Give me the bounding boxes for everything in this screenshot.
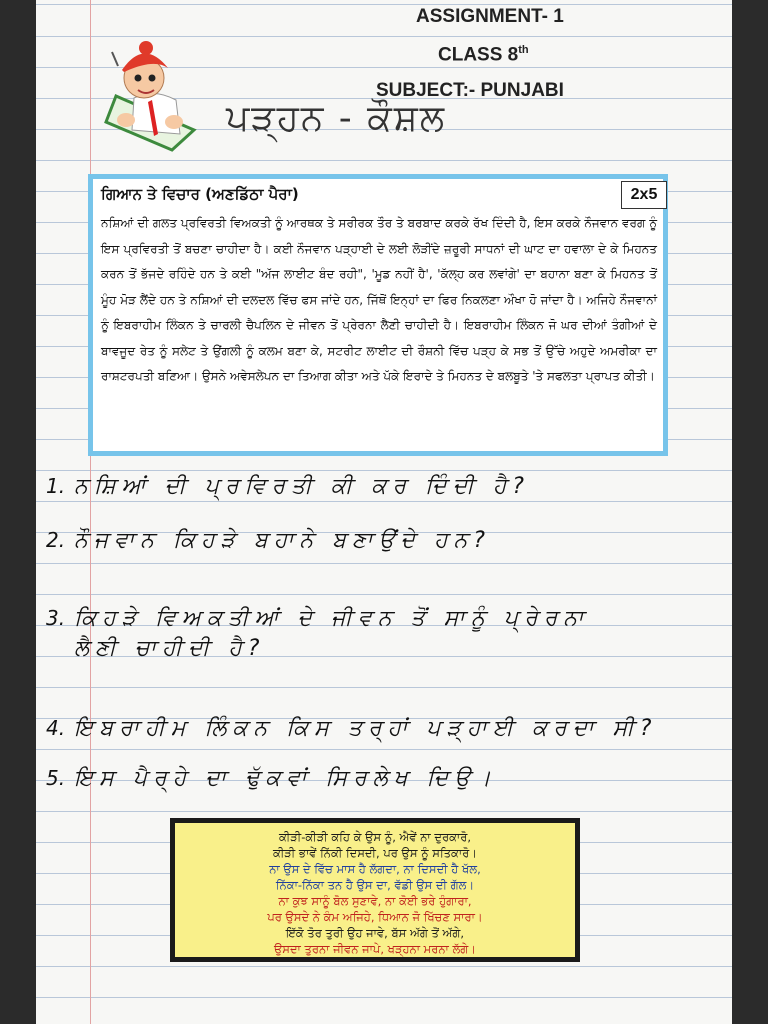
- question-text: ਲੈਣੀ ਚਾਹੀਦੀ ਹੈ?: [74, 636, 266, 661]
- question-5: [46, 766, 497, 791]
- poem-line: ਨਾ ਉਸ ਦੇ ਵਿੱਚ ਮਾਸ ਹੈ ਲੱਗਦਾ, ਨਾ ਦਿਸਦੀ ਹੈ ਖੱਲ,: [269, 862, 481, 876]
- question-text: ਕਿਹੜੇ ਵਿਅਕਤੀਆਂ ਦੇ ਜੀਵਨ ਤੋਂ ਸਾਨੂੰ ਪ੍ਰੇਰਨਾ: [74, 606, 590, 631]
- question-number: 1.: [46, 474, 66, 498]
- question-text: ਨਸ਼ਿਆਂ ਦੀ ਪ੍ਰਵਿਰਤੀ ਕੀ ਕਰ ਦਿੰਦੀ ਹੈ?: [74, 474, 530, 499]
- question-3: [46, 606, 589, 631]
- question-number: 3.: [46, 606, 66, 630]
- page-title: ਪੜ੍ਹਨ - ਕੌਸ਼ਲ: [226, 98, 447, 139]
- assignment-label: ASSIGNMENT- 1: [416, 6, 564, 27]
- question-number: 5.: [46, 766, 66, 790]
- notebook-page: [36, 0, 732, 1024]
- unseen-passage-box: [88, 174, 668, 456]
- class-text: CLASS 8: [438, 44, 519, 66]
- question-1: [46, 474, 530, 499]
- poem-line: ਕੀੜੀ-ਕੀੜੀ ਕਹਿ ਕੇ ਉਸ ਨੂੰ, ਐਵੇਂ ਨਾ ਦੁਰਕਾਰੋ,: [278, 830, 472, 844]
- poem-line: ਉਸਦਾ ਤੁਰਨਾ ਜੀਵਨ ਜਾਪੇ, ਖੜ੍ਹਨਾ ਮਰਨਾ ਲੱਗੇ।: [273, 942, 477, 956]
- question-text: ਇਸ ਪੈਰ੍ਹੇ ਦਾ ਢੁੱਕਵਾਂ ਸਿਰਲੇਖ ਦਿਉ।: [74, 766, 497, 791]
- question-text: ਨੌਜਵਾਨ ਕਿਹੜੇ ਬਹਾਨੇ ਬਣਾਉਂਦੇ ਹਨ?: [74, 528, 491, 553]
- poem-line: ਨਿੱਕਾ-ਨਿੱਕਾ ਤਨ ਹੈ ਉਸ ਦਾ, ਵੱਡੀ ਉਸ ਦੀ ਗੱਲ।: [275, 878, 475, 892]
- passage-heading: ਗਿਆਨ ਤੇ ਵਿਚਾਰ (ਅਣਡਿੱਠਾ ਪੈਰਾ): [101, 185, 299, 203]
- passage-text: ਨਸ਼ਿਆਂ ਦੀ ਗਲਤ ਪ੍ਰਵਿਰਤੀ ਵਿਅਕਤੀ ਨੂੰ ਆਰਥਕ ਤੇ ਸਰੀਰਕ ਤੌਰ ਤੇ ਬਰਬਾਦ ਕਰਕੇ ਰੱਖ ਦਿੰਦੀ ਹੈ, ਇਸ ਕਰਕੇ ਨੌਜਵਾਨ ਵਰਗ ਨੂੰ ਇਸ ਪ੍ਰਵਿਰਤੀ ਤੋਂ ਬਚਣਾ ਚਾਹੀਦਾ ਹੈ। ਕਈ ਨੌਜਵਾਨ ਪੜ੍ਹਾਈ ਦੇ ਲਈ ਲੋੜੀਂਦੇ ਜ਼ਰੂਰੀ ਸਾਧਨਾਂ ਦੀ ਘਾਟ ਦਾ ਹਵਾਲਾ ਦੇ ਕੇ ਮਿਹਨਤ ਕਰਨ ਤੋਂ ਭੱਜਦੇ ਰਹਿੰਦੇ ਹਨ ਤੇ ਕਈ "ਅੱਜ ਲਾਈਟ ਬੰਦ ਰਹੀ", 'ਮੂਡ ਨਹੀਂ ਹੈ', 'ਕੱਲ੍ਹ ਕਰ ਲਵਾਂਗੇ' ਦਾ ਬਹਾਨਾ ਬਣਾ ਕੇ ਮਿਹਨਤ ਤੋਂ ਮੂੰਹ ਮੋੜ ਲੈਂਦੇ ਹਨ ਤੇ ਨਸ਼ਿਆਂ ਦੀ ਦਲਦਲ ਵਿੱਚ ਫਸ ਜਾਂਦੇ ਹਨ, ਜਿੱਥੋਂ ਇਨ੍ਹਾਂ ਦਾ ਫਿਰ ਨਿਕਲਣਾ ਔਖਾ ਹੋ ਜਾਂਦਾ ਹੈ। ਅਜਿਹੇ ਨੌਜਵਾਨਾਂ ਨੂੰ ਇਬਰਾਹੀਮ ਲਿੰਕਨ ਤੇ ਚਾਰਲੀ ਚੈਪਲਿਨ ਦੇ ਜੀਵਨ ਤੋਂ ਪ੍ਰੇਰਨਾ ਲੈਣੀ ਚਾਹੀਦੀ ਹੈ। ਇਬਰਾਹੀਮ ਲਿੰਕਨ ਜੋ ਘਰ ਦੀਆਂ ਤੰਗੀਆਂ ਦੇ ਬਾਵਜੂਦ ਰੇਤ ਨੂੰ ਸਲੇਟ ਤੇ ਉਂਗਲੀ ਨੂੰ ਕਲਮ ਬਣਾ ਕੇ, ਸਟਰੀਟ ਲਾਈਟ ਦੀ ਰੌਸ਼ਨੀ ਵਿੱਚ ਪੜ੍ਹ ਕੇ ਸਭ ਤੋਂ ਉੱਚੇ ਅਹੁਦੇ ਅਮਰੀਕਾ ਦਾ ਰਾਸ਼ਟਰਪਤੀ ਬਣਿਆ। ਉਸਨੇ ਅਵੇਸਲੇਪਨ ਦਾ ਤਿਆਗ ਕੀਤਾ ਅਤੇ ਪੱਕੇ ਇਰਾਦੇ ਤੇ ਮਿਹਨਤ ਦੇ ਬਲਬੂਤੇ 'ਤੇ ਸਫਲਤਾ ਪ੍ਰਾਪਤ ਕੀਤੀ।: [101, 216, 657, 383]
- question-4: [46, 716, 657, 741]
- class-label: [438, 44, 529, 66]
- poem-line: ਪਰ ਉਸਦੇ ਨੇ ਕੰਮ ਅਜਿਹੇ, ਧਿਆਨ ਜੋ ਖਿੱਚਣ ਸਾਰਾ।: [267, 910, 483, 924]
- poem-box: [170, 818, 580, 962]
- poem-line: ਕੀੜੀ ਭਾਵੇਂ ਨਿੱਕੀ ਦਿਸਦੀ, ਪਰ ਉਸ ਨੂੰ ਸਤਿਕਾਰੋ।: [272, 846, 478, 860]
- poem-line: ਨਾ ਕੁਝ ਸਾਨੂੰ ਬੋਲ ਸੁਣਾਵੇ, ਨਾ ਕੋਈ ਭਰੇ ਹੁੰਗਾਰਾ,: [278, 894, 472, 908]
- question-3-continued: [46, 636, 265, 661]
- poem-line: ਇੱਕੋ ਤੋਰ ਤੁਰੀ ਉਹ ਜਾਵੇ, ਬੱਸ ਅੱਗੇ ਤੋਂ ਅੱਗੇ,: [285, 926, 465, 940]
- question-text: ਇਬਰਾਹੀਮ ਲਿੰਕਨ ਕਿਸ ਤਰ੍ਹਾਂ ਪੜ੍ਹਾਈ ਕਰਦਾ ਸੀ?: [74, 716, 658, 741]
- reading-boy-illustration: [94, 38, 214, 158]
- margin-line: [90, 0, 91, 1024]
- question-2: [46, 528, 491, 553]
- marks-badge: 2x5: [621, 181, 667, 209]
- question-number: 4.: [46, 716, 66, 740]
- class-superscript: th: [518, 44, 529, 56]
- subject-label: SUBJECT:- PUNJABI: [376, 80, 564, 101]
- question-number: 2.: [46, 528, 66, 552]
